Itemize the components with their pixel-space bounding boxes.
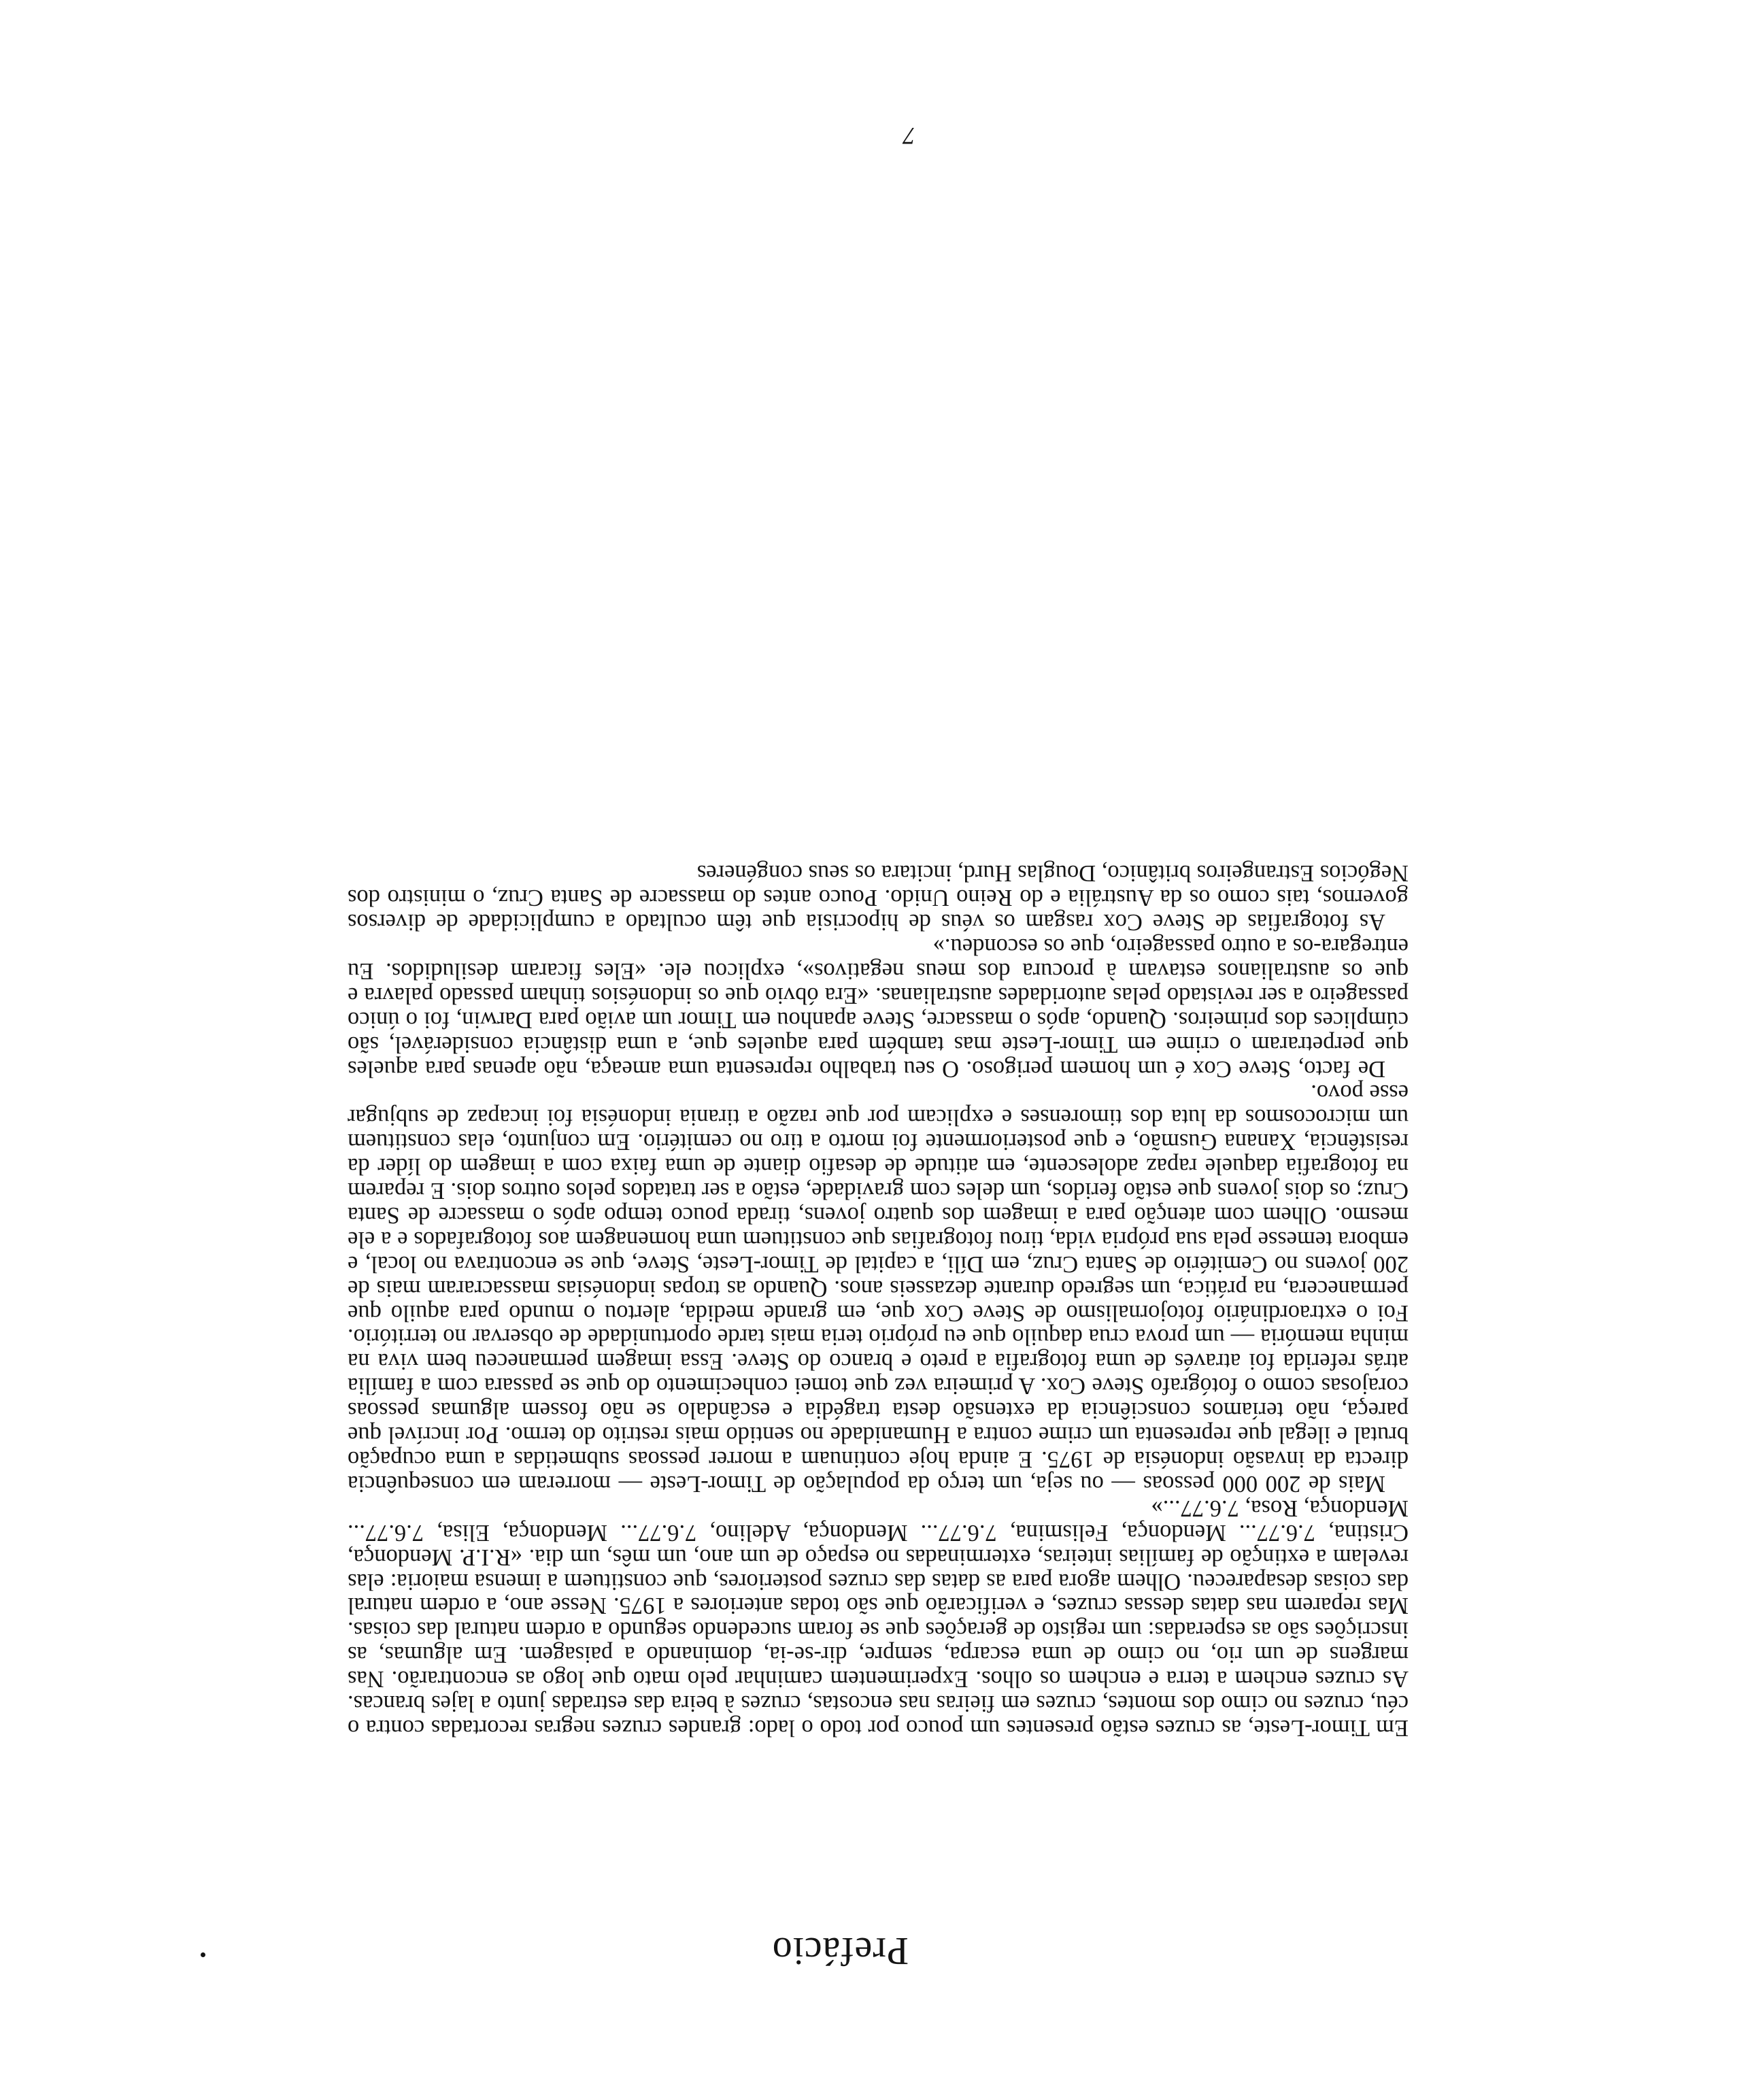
paragraph: De facto, Steve Cox é um homem perigoso. O seu trabalho representa uma ameaça, não apenas para aqueles que perpetraram o crime em Timor-Leste mas também para aqueles que, a uma distância considerável, são cúmplices dos primeiros. Quando, após o massacre, Steve apanhou em Timor um avião para Darwin, foi o único passageiro a ser revistado pelas autoridades australianas. «Era óbvio que os indonésios tinham passado palavra e que os australianos estavam à procura dos meus negativos», explicou ele. «Eles ficaram desiludidos. Eu entregara-os a outro passageiro, que os escondeu.» <box>348 934 1409 1082</box>
paragraph: Mais de 200 000 pessoas — ou seja, um terço da população de Timor-Leste — morreram em consequência directa da invasão indonésia de 1975. E ainda hoje continuam a morrer pessoas submetidas a uma ocupação brutal e ilegal que representa um crime contra a Humanidade no sentido mais restrito do termo. Por incrível que pareça, não teríamos consciência da extensão desta tragédia e escândalo se não fossem algumas pessoas corajosas como o fotógrafo Steve Cox. A primeira vez que tomei conhecimento do que se passara com a família atrás referida foi através de uma fotografia a preto e branco do Steve. Essa imagem permaneceu bem viva na minha memória — um prova crua daquilo que eu próprio teria mais tarde oportunidade de observar no território. Foi o extraordinário fotojornalismo de Steve Cox que, em grande medida, alertou o mundo para aquilo que permanecera, na prática, um segredo durante dezasseis anos. Quando as tropas indonésias massacraram mais de 200 jovens no Cemitério de Santa Cruz, em Díli, a capital de Timor-Leste, Steve, que se encontrava no local, e embora temesse pela sua própria vida, tirou fotografias que constituem uma homenagem aos fotografados e a ele mesmo. Olhem com atenção para a imagem dos quatro jovens, tirada pouco tempo após o massacre de Santa Cruz; os dois jovens que estão feridos, um deles com gravidade, estão a ser tratados pelos outros dois. E reparem na fotografia daquele rapaz adolescente, em atitude de desafio diante de uma faixa com a imagem do líder da resistência, Xanana Gusmão, e que posteriormente foi morto a tiro no cemitério. Em conjunto, elas constituem um microcosmos da luta dos timorenses e explicam por que razão a tirania indonésia foi incapaz de subjugar esse povo. <box>348 1080 1409 1497</box>
scan-speck <box>201 1952 205 1957</box>
paragraph: Em Timor-Leste, as cruzes estão presentes um pouco por todo o lado: grandes cruzes negras recortadas contra o céu, cruzes no cimo dos montes, cruzes em fieiras nas encostas, cruzes à beira das estradas junto a lajes brancas. As cruzes enchem a terra e enchem os olhos. Experimentem caminhar pelo mato que logo as encontrarão. Nas margens de um rio, no cimo de uma escarpa, sempre, dir-se-ia, dominando a paisagem. Em algumas, as inscrições são as esperadas: um registo de gerações que se foram sucedendo segundo a ordem natural das coisas. Mas reparem nas datas dessas cruzes, e verificarão que são todas anteriores a 1975. Nesse ano, a ordem natural das coisas desapareceu. Olhem agora para as datas das cruzes posteriores, que constituem a imensa maioria: elas revelam a extinção de famílias inteiras, exterminadas no espaço de um ano, um mês, um dia. «R.I.P. Mendonça, Cristina, 7.6.77... Mendonça, Felismina, 7.6.77... Mendonça, Adelino, 7.6.77... Mendonça, Elisa, 7.6.77... Mendonça, Rosa, 7.6.77...» <box>348 1495 1409 1741</box>
paragraph: As fotografias de Steve Cox rasgam os véus de hipocrisia que têm ocultado a cumplicidade de diversos governos, tais como os da Austrália e do Reino Unido. Pouco antes do massacre de Santa Cruz, o ministro dos Negócios Estrangeiros britânico, Douglas Hurd, incitara os seus congéneres <box>348 860 1409 936</box>
chapter-title: Prefácio <box>771 1929 909 1974</box>
body-text <box>348 860 1409 1740</box>
page-number: 7 <box>903 122 915 150</box>
